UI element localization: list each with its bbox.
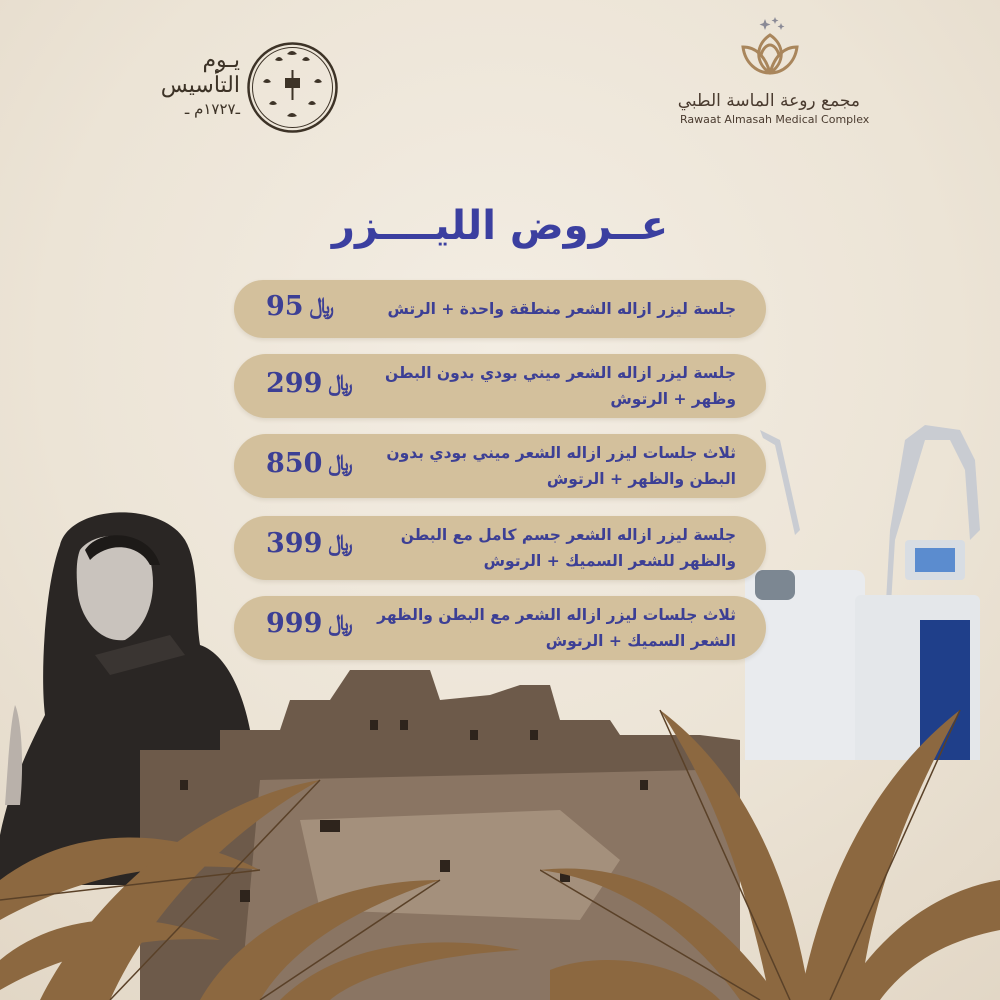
founding-day-text — [140, 48, 240, 118]
riyal-icon: ﷼ — [328, 611, 353, 636]
founding-day-emblem-icon — [245, 40, 340, 135]
brand-logo — [677, 15, 870, 126]
founding-day-logo — [140, 40, 345, 135]
founding-day-year: ـ١٧٢٧م ـ — [184, 100, 240, 118]
offer-card-3 — [234, 434, 766, 498]
offer-card-4 — [234, 516, 766, 580]
offer-price — [266, 368, 356, 399]
founding-day-line2: التأسيس — [160, 73, 240, 98]
founding-day-line1: يـوم — [202, 48, 240, 73]
palm-leaves-right — [540, 650, 1000, 1000]
riyal-icon: ﷼ — [309, 294, 334, 319]
offer-price-value: 95 — [266, 291, 304, 322]
brand-name-english: Rawaat Almasah Medical Complex — [680, 113, 870, 126]
offer-description: جلسة ليزر ازاله الشعر منطقة واحدة + الرتش — [387, 300, 736, 318]
lotus-icon — [735, 15, 805, 87]
offer-price-value: 999 — [266, 608, 323, 639]
riyal-icon: ﷼ — [328, 451, 353, 476]
offer-description: جلسة ليزر ازاله الشعر جسم كامل مع البطن والظهر للشعر السميك + الرتوش — [400, 526, 736, 570]
offer-price-value: 399 — [266, 528, 323, 559]
offer-description: جلسة ليزر ازاله الشعر ميني بودي بدون البطن وظهر + الرتوش — [385, 364, 736, 408]
palm-leaves-left — [0, 760, 520, 1000]
offer-price — [266, 528, 356, 559]
offer-price — [266, 291, 356, 322]
offer-price-value: 850 — [266, 448, 323, 479]
offer-description: ثلاث جلسات ليزر ازاله الشعر مع البطن والظهر الشعر السميك + الرتوش — [377, 606, 736, 650]
riyal-icon: ﷼ — [328, 371, 353, 396]
offer-card-2 — [234, 354, 766, 418]
offer-price — [266, 448, 356, 479]
brand-name-arabic: مجمع روعة الماسة الطبي — [677, 91, 860, 111]
offer-description: ثلاث جلسات ليزر ازاله الشعر ميني بودي بدون البطن والظهر + الرتوش — [386, 444, 736, 488]
offer-price-value: 299 — [266, 368, 323, 399]
offers-title: عــروض الليــــزر — [331, 203, 669, 249]
riyal-icon: ﷼ — [328, 531, 353, 556]
offer-card-5 — [234, 596, 766, 660]
offer-card-1 — [234, 280, 766, 338]
offer-price — [266, 608, 356, 639]
